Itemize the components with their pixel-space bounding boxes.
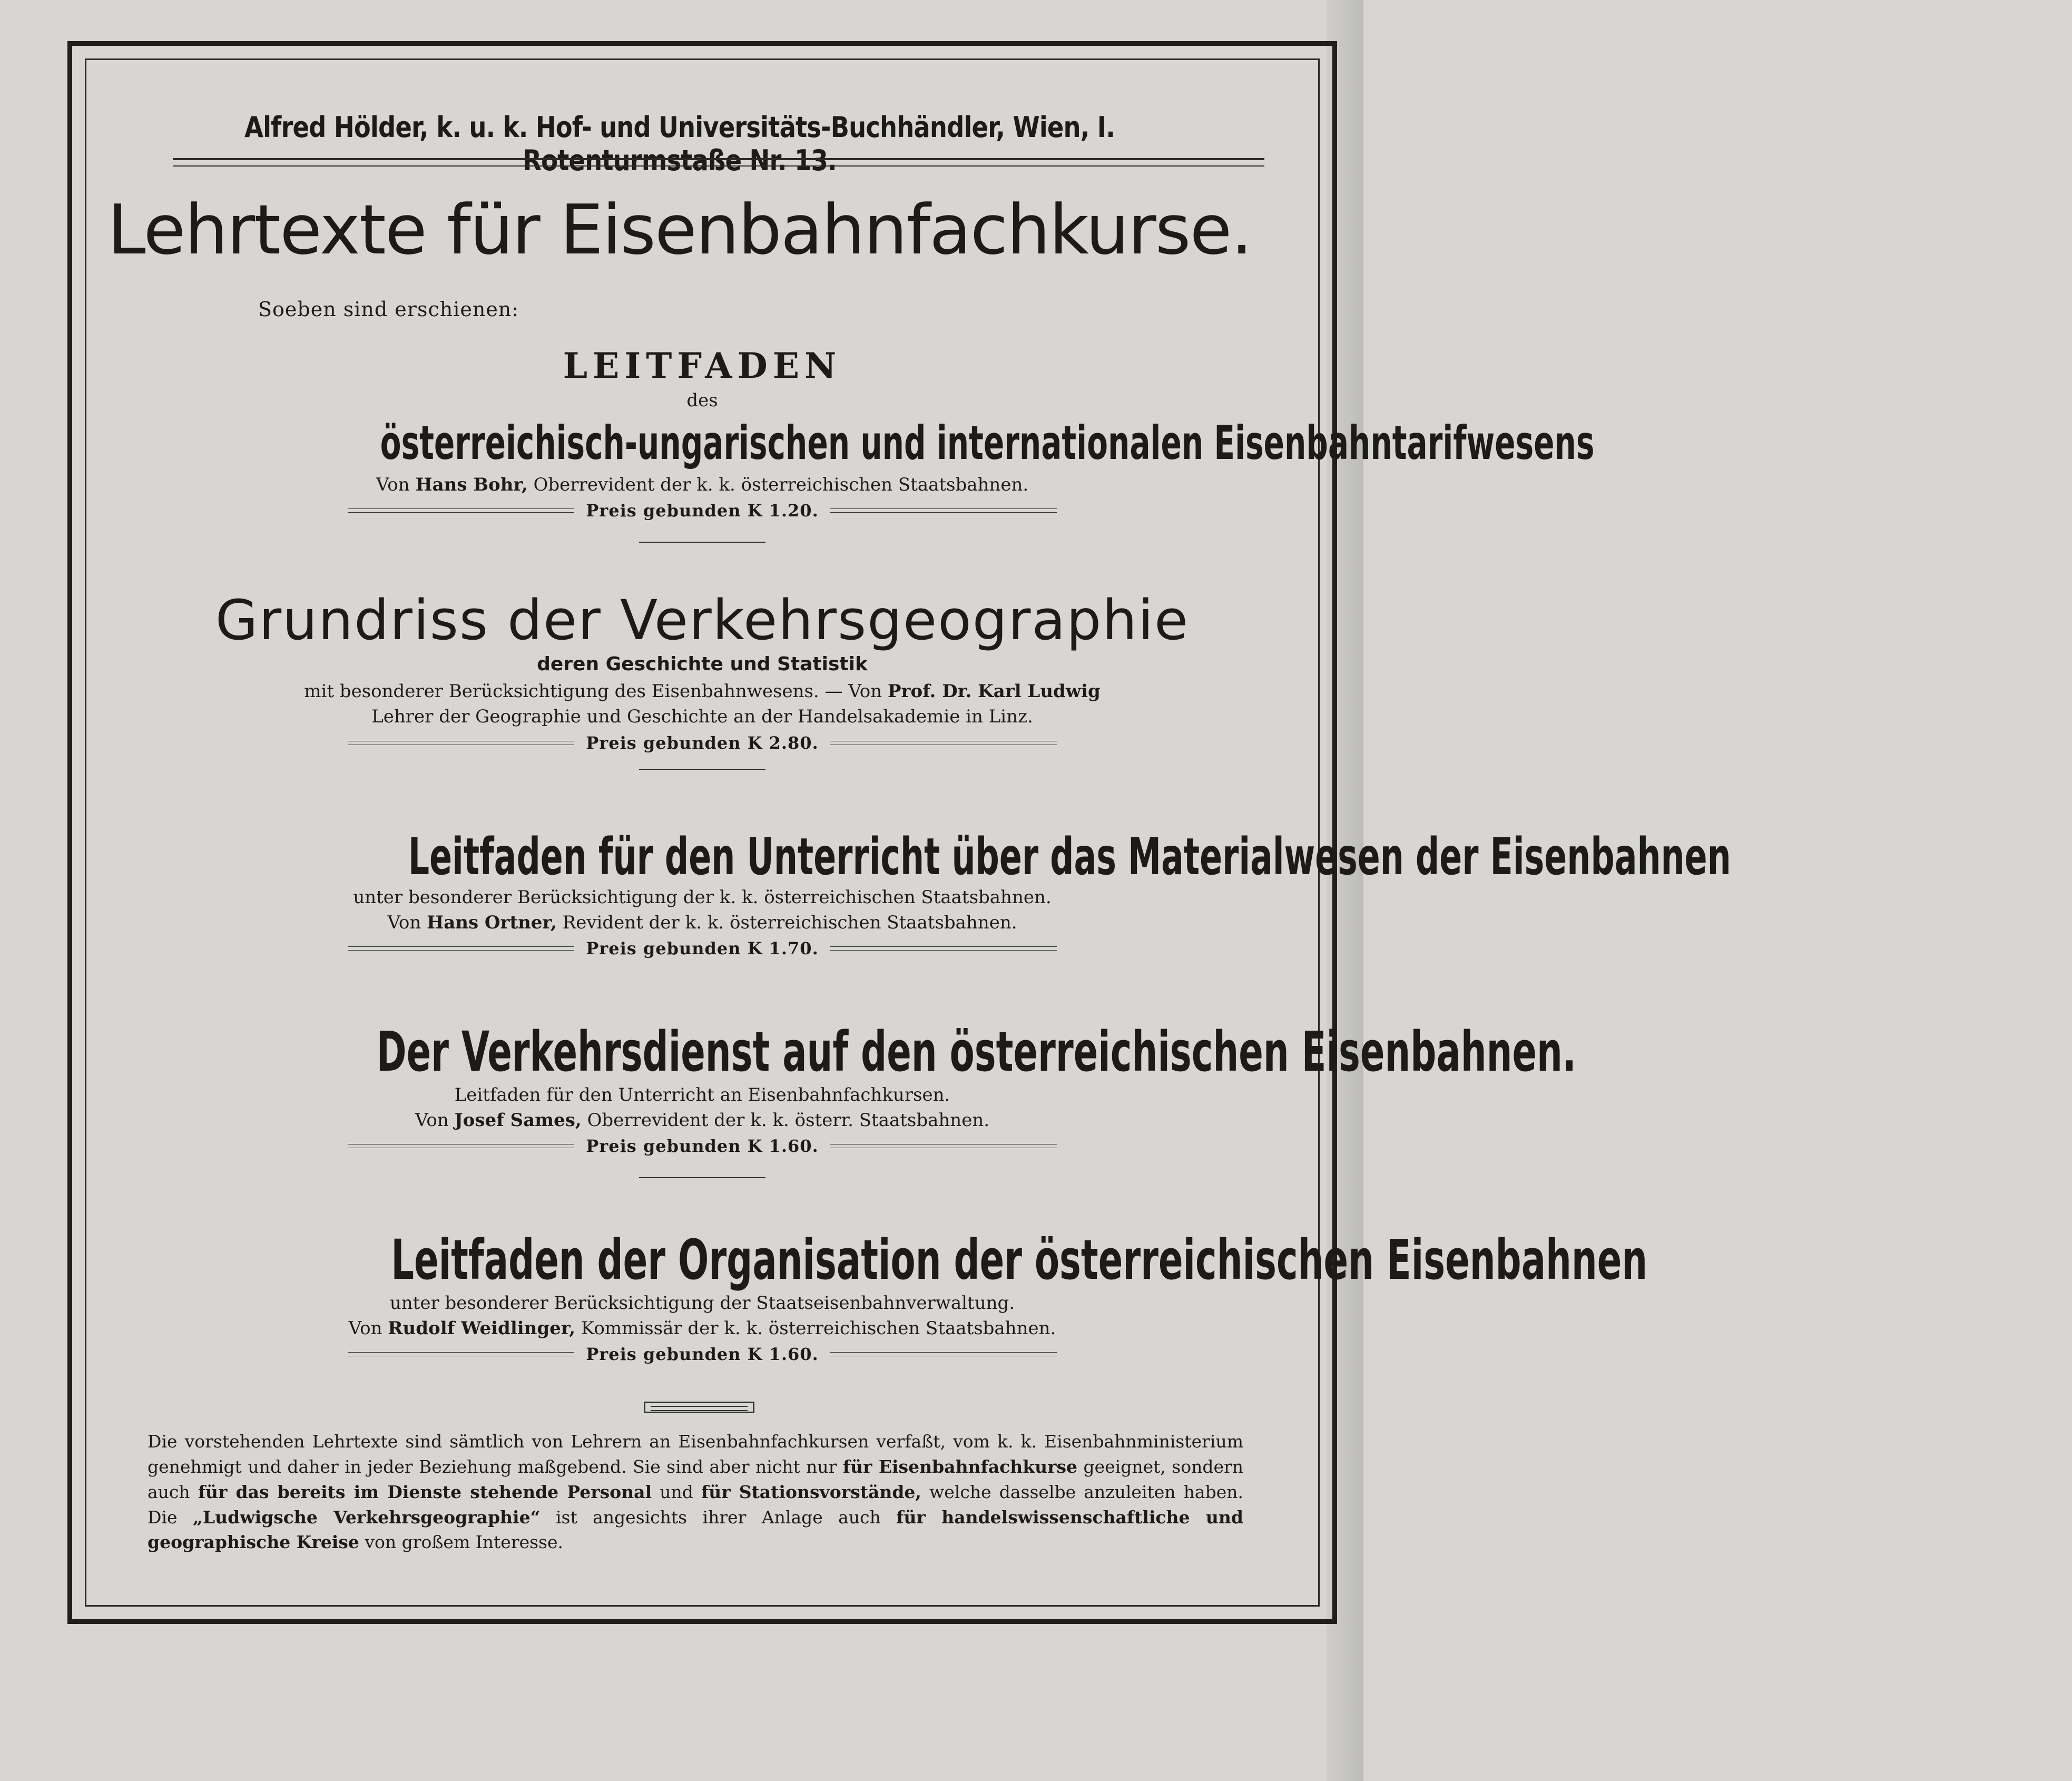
note-part-6: von großem Interesse. — [365, 1532, 564, 1553]
note-bold-1: für Eisenbahnfachkurse — [842, 1456, 1078, 1477]
book-4-price: Preis gebunden K 1.60. — [586, 1136, 819, 1157]
publisher-line: Alfred Hölder, k. u. k. Hof- und Universitäts-Buchhändler, Wien, I. Rotenturmstaße Nr. 13. — [244, 111, 1115, 177]
book-4-author-role: Oberrevident der k. k. österr. Staatsbahnen. — [587, 1109, 990, 1131]
price-rule-right — [830, 946, 1057, 951]
price-rule-left — [348, 1144, 574, 1148]
book-5-price-line — [67, 1344, 1337, 1364]
main-title: Lehrtexte für Eisenbahnfachkurse. — [107, 190, 1252, 270]
separator-rule — [639, 769, 765, 770]
separator-rule — [639, 1177, 765, 1178]
book-3-price-line — [67, 938, 1337, 958]
book-5-author: Rudolf Weidlinger, — [388, 1317, 576, 1339]
book-4-author-prefix: Von — [415, 1109, 449, 1131]
book-3-author-role: Revident der k. k. österreichischen Staatsbahnen. — [562, 912, 1017, 933]
book-2-author: Prof. Dr. Karl Ludwig — [887, 681, 1101, 702]
book-3-title: Leitfaden für den Unterricht über das Materialwesen der Eisenbahnen — [408, 827, 1731, 886]
price-rule-right — [830, 1144, 1057, 1148]
book-1-author-role: Oberrevident der k. k. österreichischen Staatsbahnen. — [533, 474, 1029, 495]
book-4-author-line — [67, 1108, 1337, 1133]
note-part-2: geeignet, sondern auch — [148, 1456, 1244, 1502]
note-bold-5: für handelswissenschaftliche und geographische Kreise — [148, 1506, 1243, 1553]
book-1-price: Preis gebunden K 1.20. — [586, 501, 819, 521]
note-part-5: ist angesichts ihrer Anlage auch — [555, 1506, 881, 1528]
book-3-price: Preis gebunden K 1.70. — [586, 938, 819, 959]
book-4-title: Der Verkehrsdienst auf den österreichischen Eisenbahnen. — [376, 1020, 1576, 1084]
closing-note — [148, 1429, 1243, 1555]
header-double-rule — [173, 158, 1264, 167]
book-2-price-line — [67, 733, 1337, 753]
price-rule-right — [830, 1352, 1057, 1356]
note-bold-4: „Ludwigsche Verkehrsgeographie“ — [192, 1506, 541, 1528]
note-part-3: und — [660, 1481, 693, 1502]
note-bold-3: für Stationsvorstände, — [701, 1481, 921, 1502]
price-rule-right — [830, 508, 1057, 513]
book-1-title-des: des — [686, 390, 718, 411]
book-2-line1-prefix: mit besonderer Berücksichtigung des Eisenbahnwesens. — Von — [304, 681, 882, 702]
book-1-author-prefix: Von — [376, 474, 410, 495]
book-3 — [67, 827, 1731, 959]
price-rule-left — [348, 946, 574, 951]
book-4-author: Josef Sames, — [454, 1109, 582, 1131]
book-1-author-line — [67, 473, 1337, 498]
book-2-subtitle: deren Geschichte und Statistik — [537, 653, 868, 676]
book-5 — [67, 1228, 1648, 1365]
book-1 — [67, 345, 1595, 543]
book-2-line2: Lehrer der Geographie und Geschichte an der Handelsakademie in Linz. — [371, 706, 1033, 727]
book-5-title: Leitfaden der Organisation der österreichischen Eisenbahnen — [391, 1228, 1648, 1292]
book-2 — [67, 590, 1337, 770]
book-1-price-line — [67, 501, 1337, 521]
book-4-subtitle: Leitfaden für den Unterricht an Eisenbahnfachkursen. — [454, 1084, 950, 1105]
intro-text: Soeben sind erschienen: — [258, 298, 519, 321]
ornament-rule — [644, 1402, 754, 1413]
price-rule-left — [348, 508, 574, 513]
book-3-subtitle: unter besonderer Berücksichtigung der k. k. österreichischen Staatsbahnen. — [353, 887, 1052, 908]
book-4 — [67, 1020, 1576, 1178]
price-rule-left — [348, 741, 574, 745]
book-3-author-prefix: Von — [387, 912, 421, 933]
price-rule-right — [830, 741, 1057, 745]
book-5-price: Preis gebunden K 1.60. — [586, 1344, 819, 1365]
book-3-author: Hans Ortner, — [427, 912, 557, 933]
book-1-title-word: LEITFADEN — [563, 345, 842, 386]
book-3-author-line — [67, 911, 1337, 936]
book-5-author-prefix: Von — [348, 1317, 382, 1339]
book-4-price-line — [67, 1136, 1337, 1156]
note-part-4: welche dasselbe anzuleiten haben. Die — [148, 1481, 1243, 1528]
book-2-line1 — [67, 679, 1337, 704]
book-5-subtitle: unter besonderer Berücksichtigung der Staatseisenbahnverwaltung. — [389, 1293, 1015, 1314]
note-part-1: Die vorstehenden Lehrtexte sind sämtlich von Lehrern an Eisenbahnfachkursen verfaßt, vom k. k. Eisenbahnministerium genehmigt und daher in jeder Beziehung maßgebend. Sie sind aber nicht nur — [148, 1431, 1243, 1477]
book-5-author-line — [67, 1316, 1337, 1342]
separator-rule — [639, 542, 765, 543]
book-1-author: Hans Bohr, — [415, 474, 528, 495]
note-bold-2: für das bereits im Dienste stehende Personal — [198, 1481, 652, 1502]
price-rule-left — [348, 1352, 574, 1356]
book-2-price: Preis gebunden K 2.80. — [586, 732, 819, 753]
book-1-title-main: österreichisch-ungarischen und internationalen Eisenbahntarifwesens — [380, 415, 1595, 470]
book-2-title: Grundriss der Verkehrsgeographie — [215, 588, 1190, 652]
book-5-author-role: Kommissär der k. k. österreichischen Staatsbahnen. — [581, 1317, 1056, 1339]
